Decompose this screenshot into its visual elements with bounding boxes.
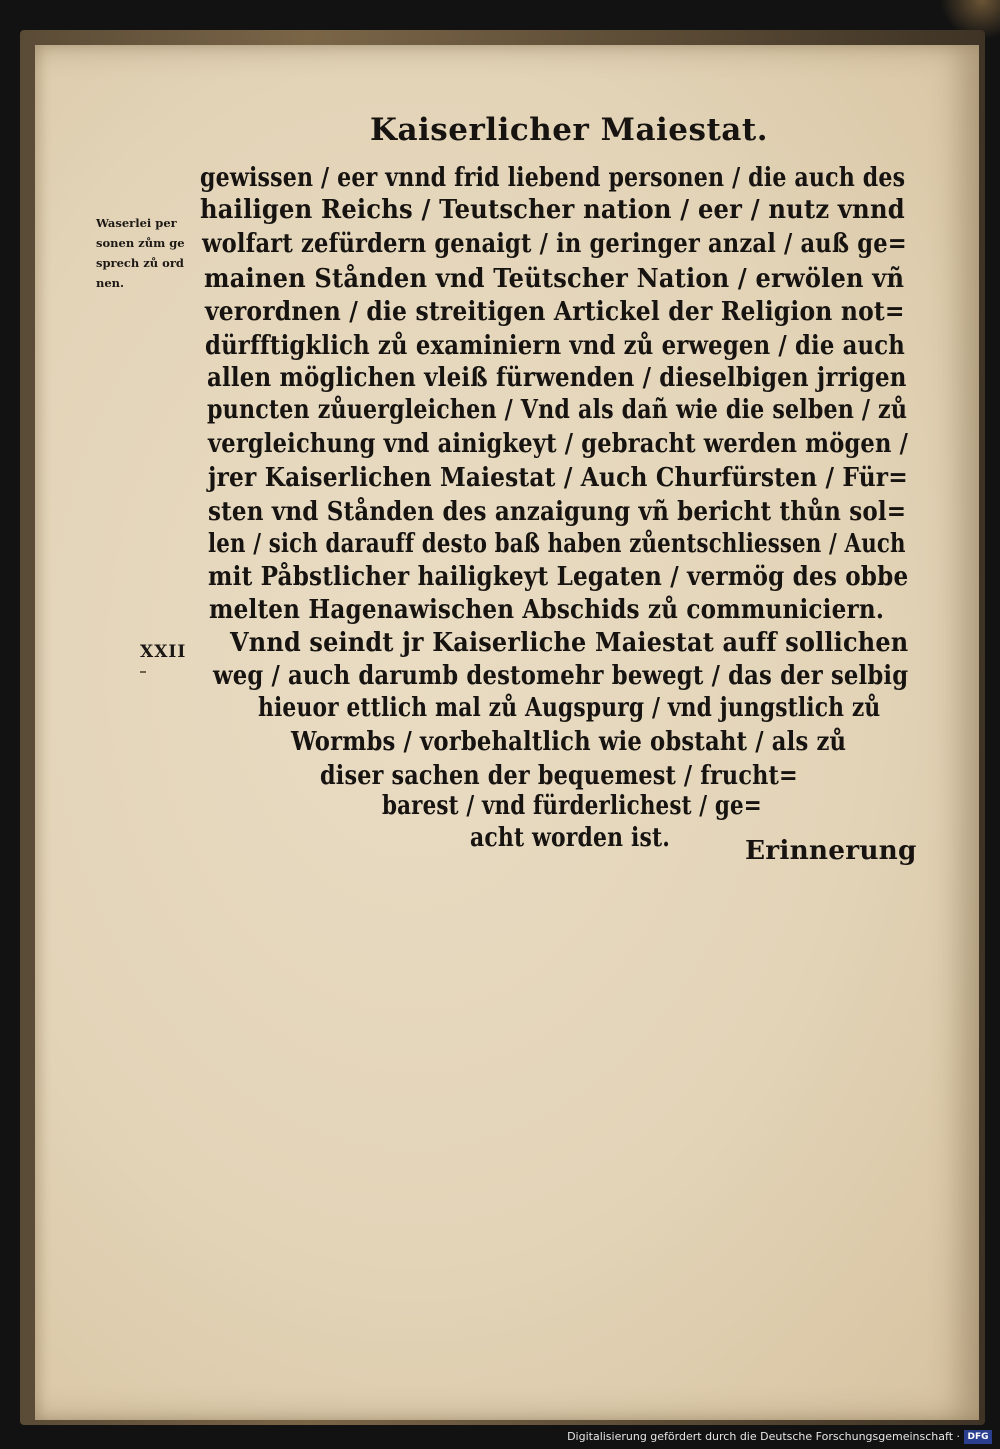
marginal-note-line: nen. — [96, 276, 125, 290]
text-line: melten Hagenawischen Abschids zů communiciern. — [209, 594, 885, 625]
text-line: hieuor ettlich mal zů Augspurg / vnd jungstlich zů — [258, 692, 881, 723]
text-line: barest / vnd fürderlichest / ge= — [382, 790, 762, 821]
text-line: Vnnd seindt jr Kaiserliche Maiestat auff sollichen — [230, 627, 909, 658]
text-line: len / sich darauff desto baß haben zůentschliessen / Auch — [208, 528, 906, 559]
footer-bar — [0, 1427, 1000, 1449]
catchword: Erinnerung — [745, 835, 917, 866]
text-line: vergleichung vnd ainigkeyt / gebracht werden mögen / — [208, 428, 909, 459]
text-line: verordnen / die streitigen Artickel der Religion not= — [205, 296, 905, 327]
marginal-note-line: sonen zům ge — [96, 236, 185, 250]
text-line: dürfftigklich zů examiniern vnd zů erwegen / die auch — [205, 330, 906, 361]
text-line: puncten zůuergleichen / Vnd als dañ wie die selben / zů — [207, 394, 908, 425]
text-line: jrer Kaiserlichen Maiestat / Auch Churfürsten / Für= — [208, 462, 908, 493]
marginal-note-line: Waserlei per — [96, 216, 177, 230]
text-line: gewissen / eer vnnd frid liebend personen / die auch des — [200, 162, 906, 193]
marginal-number: XXII — [140, 642, 187, 662]
text-line: hailigen Reichs / Teutscher nation / eer / nutz vnnd — [200, 194, 905, 225]
text-line: acht worden ist. — [470, 822, 671, 853]
text-line: mainen Stånden vnd Teütscher Nation / erwölen vñ — [204, 263, 905, 294]
running-head: Kaiserlicher Maiestat. — [370, 112, 769, 148]
marginal-tick — [140, 671, 146, 673]
text-line: diser sachen der bequemest / frucht= — [320, 760, 798, 791]
text-line: allen möglichen vleiß fürwenden / dieselbigen jrrigen — [207, 362, 907, 393]
footer-credit: Digitalisierung gefördert durch die Deutsche Forschungsgemeinschaft · — [567, 1430, 960, 1443]
text-line: weg / auch darumb destomehr bewegt / das der selbig — [213, 660, 909, 691]
text-line: wolfart zefürdern genaigt / in geringer anzal / auß ge= — [202, 228, 907, 259]
text-line: sten vnd Stånden des anzaigung vñ bericht thůn sol= — [208, 496, 907, 527]
marginal-note-line: sprech zů ord — [96, 256, 184, 270]
text-line: mit Påbstlicher hailigkeyt Legaten / vermög des obbe — [208, 561, 909, 592]
dfg-logo-icon: DFG — [964, 1430, 992, 1444]
text-line: Wormbs / vorbehaltlich wie obstaht / als zů — [291, 726, 847, 757]
